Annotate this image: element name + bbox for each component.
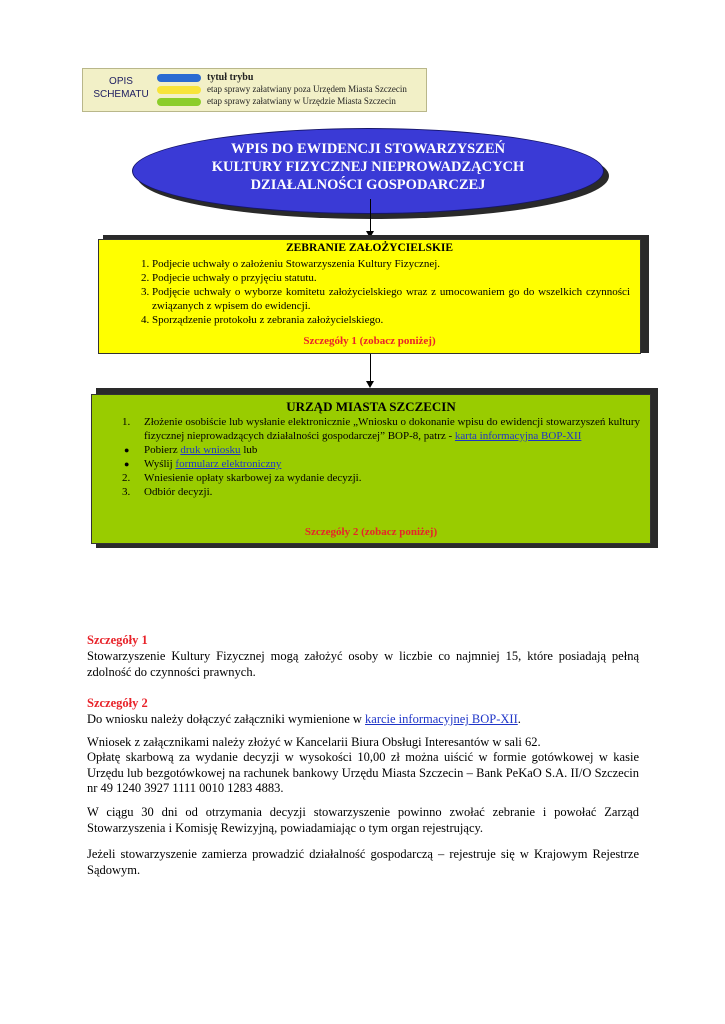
list-item-text: Wniesienie opłaty skarbowej za wydanie decyzji.	[144, 472, 362, 484]
list-item: 3. Podjęcie uchwały o wyborze komitetu założycielskiego wraz z umocowaniem go do wszelkich czynności związanych z wpisem do ewidencji.	[152, 285, 630, 313]
submission-info: Wniosek z załącznikami należy złożyć w Kancelarii Biura Obsługi Interesantów w sali 62.	[87, 735, 541, 749]
legend-swatch-outside-office	[157, 86, 201, 94]
step2-list	[92, 415, 650, 499]
list-item-text: Wyślij	[144, 458, 176, 470]
procedure-title	[132, 140, 604, 194]
post-decision-info: W ciągu 30 dni od otrzymania decyzji stowarzyszenie powinno zwołać zebranie i powołać Zarząd Stowarzyszenia i Komisję Rewizyjną, powiadamiając o tym organ rejestrujący.	[87, 805, 639, 835]
step1-list	[99, 257, 640, 327]
details-1-heading: Szczegóły 1	[87, 633, 148, 647]
legend-label-outside-office: etap sprawy załatwiany poza Urzędem Miasta Szczecin	[207, 84, 407, 94]
legend-swatch-in-office	[157, 98, 201, 106]
step1-details-link[interactable]: Szczegóły 1 (zobacz poniżej)	[303, 335, 436, 347]
procedure-title-line-2: KULTURY FIZYCZNEJ NIEPROWADZĄCYCH	[211, 159, 525, 175]
procedure-title-line-3: DZIAŁALNOŚCI GOSPODARCZEJ	[250, 177, 486, 193]
list-item	[124, 443, 640, 457]
list-item	[122, 471, 640, 485]
procedure-title-line-1: WPIS DO EWIDENCJI STOWARZYSZEŃ	[230, 141, 506, 157]
list-item-number: 3.	[122, 486, 131, 498]
list-item: 1. Podjecie uchwały o założeniu Stowarzyszenia Kultury Fizycznej.	[152, 257, 630, 271]
details-2-text	[87, 712, 639, 728]
download-form-link[interactable]: druk wniosku	[180, 444, 241, 456]
info-card-link[interactable]: karcie informacyjnej BOP-XII	[365, 712, 518, 726]
business-activity-info: Jeżeli stowarzyszenie zamierza prowadzić działalność gospodarczą – rejestruje się w Krajowym Rejestrze Sądowym.	[87, 847, 639, 877]
legend-label-mode-title: tytuł trybu	[207, 72, 254, 83]
list-item-text: Złożenie osobiście lub wysłanie elektronicznie „Wniosku o dokonanie wpisu do ewidencji stowarzyszeń kultury fizycznej nieprowadzących działalności gospodarczej” BOP-8, patrz -	[144, 416, 640, 442]
list-item: 2. Podjecie uchwały o przyjęciu statutu.	[152, 271, 630, 285]
schema-legend	[82, 68, 427, 112]
list-item-text: Odbiór decyzji.	[144, 486, 213, 498]
details-2-text-start: Do wniosku należy dołączyć załączniki wymienione w	[87, 712, 366, 726]
details-2-text-end: .	[517, 712, 521, 726]
list-item	[122, 415, 640, 443]
details-1-text: Stowarzyszenie Kultury Fizycznej mogą założyć osoby w liczbie co najmniej 15, które posiadają pełną zdolność do czynności prawnych.	[87, 649, 639, 679]
bullet-icon: ●	[124, 445, 130, 455]
list-item: 4. Sporządzenie protokołu z zebrania założycielskiego.	[152, 313, 630, 327]
bullet-icon: ●	[124, 459, 130, 469]
flow-arrow-head-2	[366, 381, 374, 388]
step2-title: URZĄD MIASTA SZCZECIN	[286, 399, 456, 414]
list-item-number: 2.	[122, 472, 131, 484]
flow-arrow-line-1	[370, 199, 371, 232]
details-2-heading: Szczegóły 2	[87, 696, 148, 710]
step1-title: ZEBRANIE ZAŁOŻYCIELSKIE	[285, 242, 454, 254]
flow-arrow-line-2	[370, 354, 371, 382]
fee-info: Opłatę skarbową za wydanie decyzji w wysokości 10,00 zł można uiścić w formie gotówkowej w kasie Urzędu lub bezgotówkowej na rachunek bankowy Urzędu Miasta Szczecin – Bank PeKaO S.A. II/O Szczecin nr 49 1240 3927 1111 0010 1283 4883.	[87, 750, 639, 795]
legend-title: OPIS SCHEMATU	[93, 76, 149, 100]
step2-box	[91, 394, 651, 544]
list-item-number: 1.	[122, 416, 131, 428]
step2-details-link[interactable]: Szczegóły 2 (zobacz poniżej)	[304, 526, 438, 538]
legend-label-in-office: etap sprawy załatwiany w Urzędzie Miasta Szczecin	[207, 96, 396, 106]
list-item	[124, 457, 640, 471]
legend-swatch-mode-title	[157, 74, 201, 82]
info-card-link[interactable]: karta informacyjna BOP-XII	[454, 430, 582, 442]
list-item	[122, 485, 640, 499]
step1-box	[98, 239, 641, 354]
electronic-form-link[interactable]: formularz elektroniczny	[175, 458, 282, 470]
list-item-text: Pobierz	[144, 444, 181, 456]
list-item-text: lub	[240, 444, 258, 456]
